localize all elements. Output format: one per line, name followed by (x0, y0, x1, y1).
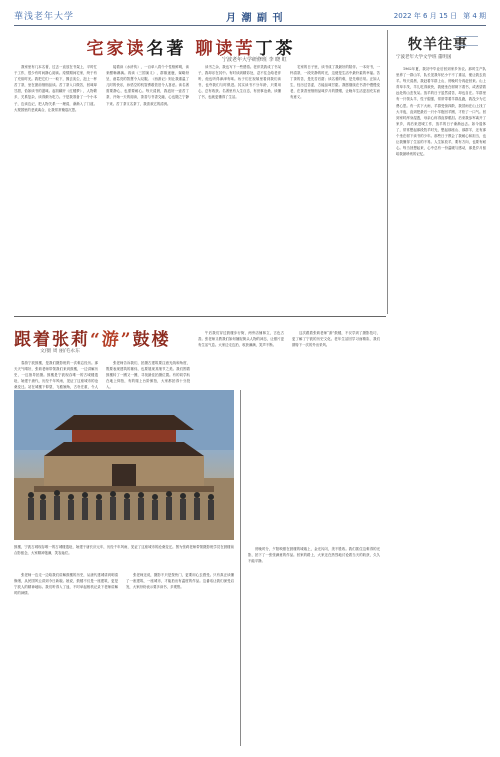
masthead-date-issue (394, 11, 486, 21)
masthead (14, 6, 486, 26)
article2-title-pre: 跟着张莉 (14, 329, 90, 350)
article2-byline: 文/摄 周 丽/毛永东 (40, 349, 80, 354)
article2-intro-column-1: 春游宁波鼓楼，是我们摄影班的一次难忘经历。那天天气晴好，张莉老师带领我们来到鼓楼，一边讲解历史，一边指导拍摄。鼓楼是宁波现存唯一的古城楼遗址，始建于唐代，历经千年风雨，见证了这座城市的沧桑变迁。站在城楼下仰望，飞檐翘角，古朴庄重，令人 (14, 361, 98, 390)
article1-byline: 宁波老年大学研修班 李 晓 虹 (222, 57, 287, 63)
article2-intro-column-2: 张老师告诉我们，拍摄古建筑要注意光线和角度，既要表现建筑的雄伟，也要展现其细节之美。我们围着鼓楼转了一圈又一圈，寻找最佳拍摄位置。有的同学趴在地上仰拍，有的爬上台阶俯拍，大家都拍得十分投入。 (106, 361, 190, 390)
drum-tower-illustration (14, 390, 234, 540)
article1-title-tail: 聊读苦 (186, 38, 256, 59)
article1-title-main: 宅家读 (86, 38, 147, 59)
sidebar-body: 1962年夏，我初中毕业后回到家乡务农。那时生产队里养了一群山羊，队长见我年纪小干不了重活，便让我去放羊。每天清晨，我赶着羊群上山，傍晚时分再赶回来。山上青草丰茂，羊儿吃得欢快，我便坐在树荫下看书，或者望着远处的山峦发呆。放羊的日子虽然清苦，却也自在。羊群里有一只领头羊，性子倔强，常常带着羊群乱跑，我没少为它费心思。有一次下大雨，羊群受惊四散，我冒雨在山上找了大半夜，直到把最后一只小羊抱回羊圈，才松了一口气。回到家时浑身湿透，母亲心疼得直掉眼泪。后来我参军离开了家乡，再后来进城工作，放羊的日子渐渐远去。如今退休了，常常想起那段牧羊时光，想起那座山、那群羊，还有那个坐在树下读书的少年。那些日子教会了我耐心和担当，也让我懂得了生活的不易。人生如放羊，要有方向，也要有耐心。每当回想起来，心中总有一份温暖与感动，那是岁月留给我最珍贵的记忆。 (396, 67, 486, 157)
sidebar-byline: 宁波老年大学文学班 董明国 (396, 55, 452, 60)
article2-lower-column-2: 张老师还说，摄影不只是按快门，更要用心去感受。只有真正读懂了一座建筑、一座城市，才能拍出有温度的作品。这番话让我们深受启发，大家纷纷表示要多读书、多观察。 (126, 573, 234, 590)
article2-lower-column-3: 傍晚时分，夕阳映照在鼓楼的城墙上，金光闪闪，美不胜收。我们抓住这难得的光影，拍下了一张张满意的作品。回家的路上，大家还在热烈地讨论着当天的收获，久久不能平静。 (248, 547, 380, 564)
newspaper-page (14, 6, 486, 751)
section-divider (14, 316, 386, 317)
article1-headline (87, 34, 296, 59)
sidebar-title: 牧羊往事 (408, 37, 468, 53)
masthead-issue: 第 4 期 (463, 12, 486, 20)
article1-column-1: 我家里有几本名著，过去一直放在书架上，平时忙于工作，很少有时间静心阅读。疫情期间宅家，终于有了充裕时光。我把它们一一取下，拂去灰尘，泡上一杯苦丁茶，坐在窗前细细品读。苦丁茶入口微苦，回味却甘甜，恰如读书的滋味。起初翻开《红楼梦》，人物繁多，关系复杂，读得颇为吃力。于是我准备了一个小本子，边读边记，把人物关系一一理清，渐渐入了门道。大观园里的悲欢离合，让我常常掩卷沉思。 (14, 65, 97, 112)
sidebar-divider (387, 30, 388, 314)
article2-title-quote: “游” (90, 329, 133, 350)
article2-title-post: 鼓楼 (132, 329, 171, 350)
masthead-logo: 月 潮 副 刊 (226, 13, 284, 24)
article1-title (56, 34, 326, 58)
sidebar-article (394, 32, 486, 506)
article2-column-4: 这次跟着张莉老师“游”鼓楼，不仅学到了摄影技巧，更了解了宁波的历史文化。老年生活因学习而精彩，我们期待下一次的外出采风。 (292, 331, 380, 348)
article2-column-3: 午后我们穿过鼓楼步行街，两旁店铺林立，古色古香。张老师又教我们如何捕捉街头人物的神态，让照片更有生活气息。大家边走边拍，收获满满，笑声不断。 (198, 331, 284, 348)
sidebar-header (394, 32, 486, 62)
article1-title-end: 丁茶 (255, 38, 296, 59)
sidebar-title-decoration (456, 36, 478, 46)
article1-title-accent: 名著 (146, 38, 187, 59)
article1-column-2: 接着读《水浒传》，一百单八将个个性格鲜明，读来酣畅淋漓。再读《三国演义》，群雄逐鹿，谋略纷呈，诸葛亮的智慧令人叹服。《西游记》则让我重温了儿时的快乐，孙悟空的机智勇敢依旧令人喜爱。读名著需要静心，也需要耐心。每天清晨，我泡好一壶苦丁茶，开始一天的阅读，茶香与书香交融，心也随之宁静下来。苦丁茶又名茶丁，我喜欢它的清冽。 (106, 65, 189, 106)
article2-lower-column-1: 张老师一边走一边给我们讲解鼓楼的历史，从唐代建城讲到明清修缮，从民国风云讲到今日新貌。她说，鼓楼不仅是一座建筑，更是宁波人的精神地标。我们听得入了迷，不时举起相机记录下老师讲解时的神情。 (14, 573, 118, 596)
article1-column-4: 宅家的日子里，读书成了我最好的陪伴。一本好书，一杯清茶，一段安静的时光，这便是生活中最朴素的幸福。苦丁茶的苦，是先苦后甜；读名著的难，是先难后易。正如人生，经历过苦涩，方能品味甘甜。我愿继续在书香中慢慢变老，在茶香里细细品味岁月的馈赠，让晚年生活更加充实而有意义。 (290, 65, 380, 100)
article2-headline (14, 324, 174, 350)
drum-tower-photo (14, 390, 234, 540)
masthead-publisher: 華浅老年大学 (14, 12, 75, 22)
photo-caption: 鼓楼，宁波古城现存唯一的古城楼遗址，始建于唐长庆元年，历经千年风雨，见证了这座城市的沧桑变迁。图为张莉老师带领摄影班学员在鼓楼前合影留念，大家精神饱满，笑容灿烂。 (14, 545, 234, 555)
article1-column-3: 读书之余，我也写下一些感悟。老伴笑我成了书呆子，我却乐在其中。有时读到精彩处，忍不住念给老伴听，他也听得津津有味。孩子们在视频里看到我们读书，也夸我们与时俱进。其实读书不分年龄，只要用心，总有收获。名著里有人生百态，有世事沧桑，读懂了书，也就更懂得了生活。 (198, 65, 281, 100)
article2-divider (240, 390, 241, 746)
masthead-date: 2022 年 6 月 15 日 (393, 12, 458, 20)
